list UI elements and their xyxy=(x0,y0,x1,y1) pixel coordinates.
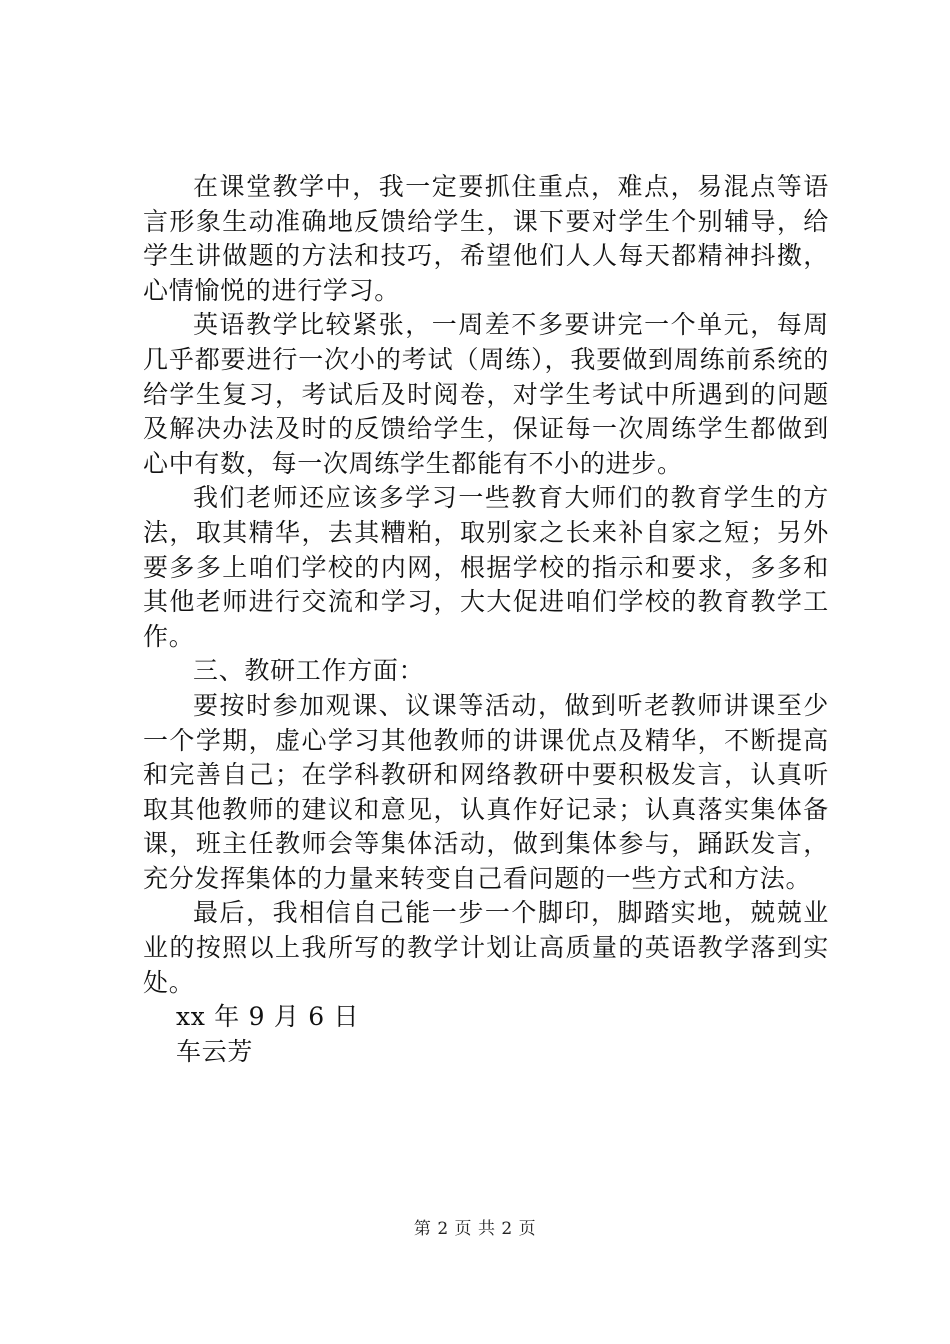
paragraph-teacher-learning: 我们老师还应该多学习一些教育大师们的教育学生的方法，取其精华，去其糟粕，取别家之长来补自家之短；另外要多多上咱们学校的内网，根据学校的指示和要求，多多和其他老师进行交流和学习，大大促进咱们学校的教育教学工作。 xyxy=(143,483,829,651)
paragraph-conclusion: 最后，我相信自己能一步一个脚印，脚踏实地，兢兢业业的按照以上我所写的教学计划让高质量的英语教学落到实处。 xyxy=(143,898,829,997)
paragraph-research-activities: 要按时参加观课、议课等活动，做到听老教师讲课至少一个学期，虚心学习其他教师的讲课优点及精华，不断提高和完善自己；在学科教研和网络教研中要积极发言，认真听取其他教师的建议和意见，认真作好记录；认真落实集体备课，班主任教师会等集体活动，做到集体参与，踊跃发言，充分发挥集体的力量来转变自己看问题的一些方式和方法。 xyxy=(143,690,829,893)
document-date: xx 年 9 月 6 日 xyxy=(176,1002,360,1032)
document-author: 车云芳 xyxy=(176,1036,254,1066)
document-body xyxy=(143,170,829,1069)
section-heading-research: 三、教研工作方面： xyxy=(193,656,425,686)
paragraph-english-teaching: 英语教学比较紧张，一周差不多要讲完一个单元，每周几乎都要进行一次小的考试（周练），我要做到周练前系统的给学生复习，考试后及时阅卷，对学生考试中所遇到的问题及解决办法及时的反馈给学生，保证每一次周练学生都做到心中有数，每一次周练学生都能有不小的进步。 xyxy=(143,310,829,478)
paragraph-classroom-teaching: 在课堂教学中，我一定要抓住重点，难点，易混点等语言形象生动准确地反馈给学生，课下要对学生个别辅导，给学生讲做题的方法和技巧，希望他们人人每天都精神抖擞，心情愉悦的进行学习。 xyxy=(143,172,829,305)
page-number-footer: 第 2 页 共 2 页 xyxy=(413,1219,537,1239)
